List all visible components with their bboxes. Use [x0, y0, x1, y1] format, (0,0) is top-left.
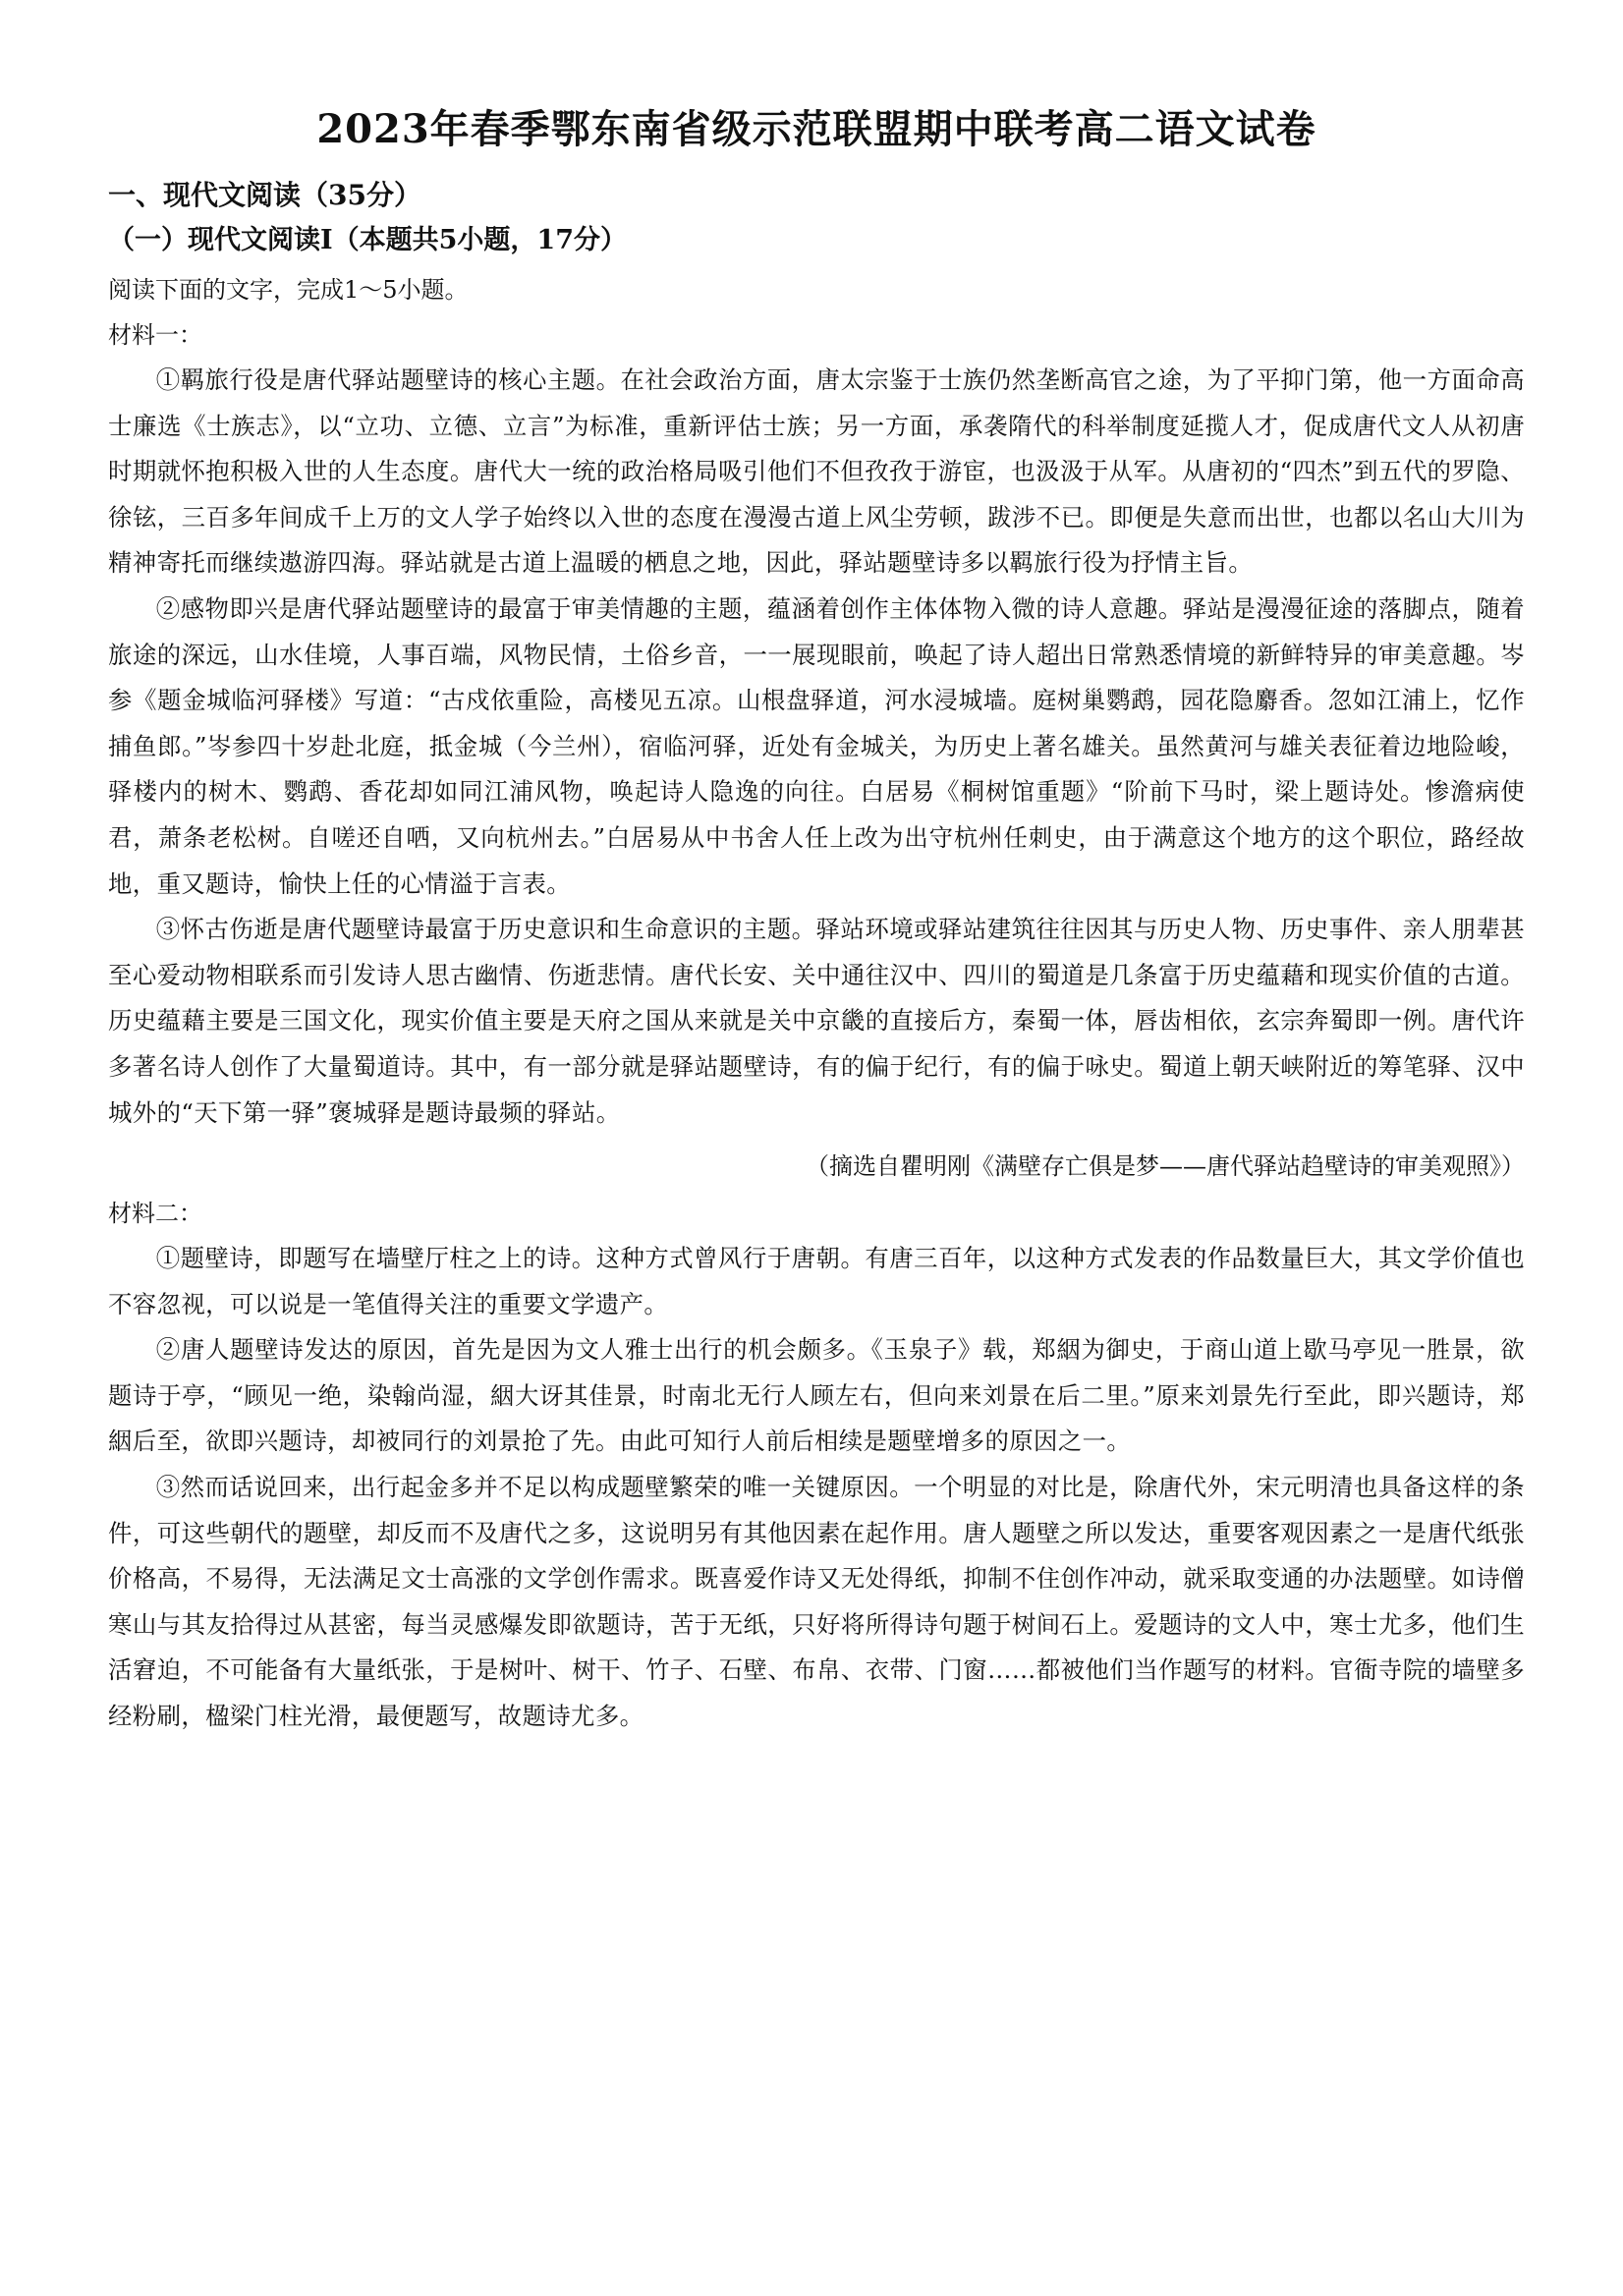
subsection-heading: （一）现代文阅读Ⅰ（本题共5小题，17分）: [108, 225, 627, 255]
material-two-paragraph-2: ②唐人题壁诗发达的原因，首先是因为文人雅士出行的机会颇多。《玉泉子》载，郑絪为御史，于商山道上歇马亭见一胜景，欲题诗于亭，“顾见一绝，染翰尚湿，絪大讶其佳景，时南北无行人顾左右，但向来刘景在后二里。”原来刘景先行至此，即兴题诗，郑絪后至，欲即兴题诗，却被同行的刘景抢了先。由此可知行人前后相续是题壁增多的原因之一。: [108, 1335, 1525, 1456]
material-one-label: 材料一：: [108, 321, 202, 349]
instruction-text: 阅读下面的文字，完成1～5小题。: [108, 276, 469, 304]
section-heading: 一、现代文阅读（35分）: [108, 179, 421, 211]
material-two-paragraph-3: ③然而话说回来，出行起金多并不足以构成题壁繁荣的唯一关键原因。一个明显的对比是，除唐代外，宋元明清也具备这样的条件，可这些朝代的题壁，却反而不及唐代之多，这说明另有其他因素在起作用。唐人题壁之所以发达，重要客观因素之一是唐代纸张价格高，不易得，无法满足文士高涨的文学创作需求。既喜爱作诗又无处得纸，抑制不住创作冲动，就采取变通的办法题壁。如诗僧寒山与其友拾得过从甚密，每当灵感爆发即欲题诗，苦于无纸，只好将所得诗句题于树间石上。爱题诗的文人中，寒士尤多，他们生活窘迫，不可能备有大量纸张，于是树叶、树干、竹子、石壁、布帛、衣带、门窗……都被他们当作题写的材料。官衙寺院的墙壁多经粉刷，楹梁门柱光滑，最便题写，故题诗尤多。: [108, 1473, 1525, 1731]
material-one-paragraph-2: ②感物即兴是唐代驿站题壁诗的最富于审美情趣的主题，蕴涵着创作主体体物入微的诗人意趣。驿站是漫漫征途的落脚点，随着旅途的深远，山水佳境，人事百端，风物民情，土俗乡音，一一展现眼前，唤起了诗人超出日常熟悉情境的新鲜特异的审美意趣。岑参《题金城临河驿楼》写道：“古戍依重险，高楼见五凉。山根盘驿道，河水浸城墙。庭树巢鹦鹉，园花隐麝香。忽如江浦上，忆作捕鱼郎。”岑参四十岁赴北庭，抵金城（今兰州），宿临河驿，近处有金城关，为历史上著名雄关。虽然黄河与雄关表征着边地险峻，驿楼内的树木、鹦鹉、香花却如同江浦风物，唤起诗人隐逸的向往。白居易《桐树馆重题》“阶前下马时，梁上题诗处。惨澹病使君，萧条老松树。自嗟还自哂，又向杭州去。”白居易从中书舍人任上改为出守杭州任刺史，由于满意这个地方的这个职位，路经故地，重又题诗，愉快上任的心情溢于言表。: [108, 593, 1525, 898]
material-one-paragraph-1: ①羁旅行役是唐代驿站题壁诗的核心主题。在社会政治方面，唐太宗鉴于士族仍然垄断高官之途，为了平抑门第，他一方面命高士廉选《士族志》，以“立功、立德、立言”为标准，重新评估士族；另一方面，承袭隋代的科举制度延揽人才，促成唐代文人从初唐时期就怀抱积极入世的人生态度。唐代大一统的政治格局吸引他们不但孜孜于游宦，也汲汲于从军。从唐初的“四杰”到五代的罗隐、徐铉，三百多年间成千上万的文人学子始终以入世的态度在漫漫古道上风尘劳顿，跋涉不已。即便是失意而出世，也都以名山大川为精神寄托而继续遨游四海。驿站就是古道上温暖的栖息之地，因此，驿站题壁诗多以羁旅行役为抒情主旨。: [108, 365, 1525, 578]
material-two-label: 材料二：: [108, 1200, 202, 1228]
material-one-source: （摘选自瞿明刚《满壁存亡俱是梦——唐代驿站趋壁诗的审美观照》）: [806, 1152, 1525, 1181]
material-two-paragraph-1: ①题壁诗，即题写在墙壁厅柱之上的诗。这种方式曾风行于唐朝。有唐三百年，以这种方式发表的作品数量巨大，其文学价值也不容忽视，可以说是一笔值得关注的重要文学遗产。: [108, 1244, 1525, 1318]
exam-title: 2023年春季鄂东南省级示范联盟期中联考高二语文试卷: [316, 106, 1316, 152]
exam-page: [108, 102, 1525, 1740]
material-one-paragraph-3: ③怀古伤逝是唐代题壁诗最富于历史意识和生命意识的主题。驿站环境或驿站建筑往往因其与历史人物、历史事件、亲人朋辈甚至心爱动物相联系而引发诗人思古幽情、伤逝悲情。唐代长安、关中通往汉中、四川的蜀道是几条富于历史蕴藉和现实价值的古道。历史蕴藉主要是三国文化，现实价值主要是天府之国从来就是关中京畿的直接后方，秦蜀一体，唇齿相依，玄宗奔蜀即一例。唐代许多著名诗人创作了大量蜀道诗。其中，有一部分就是驿站题壁诗，有的偏于纪行，有的偏于咏史。蜀道上朝天峡附近的筹笔驿、汉中城外的“天下第一驿”褒城驿是题诗最频的驿站。: [108, 915, 1525, 1127]
